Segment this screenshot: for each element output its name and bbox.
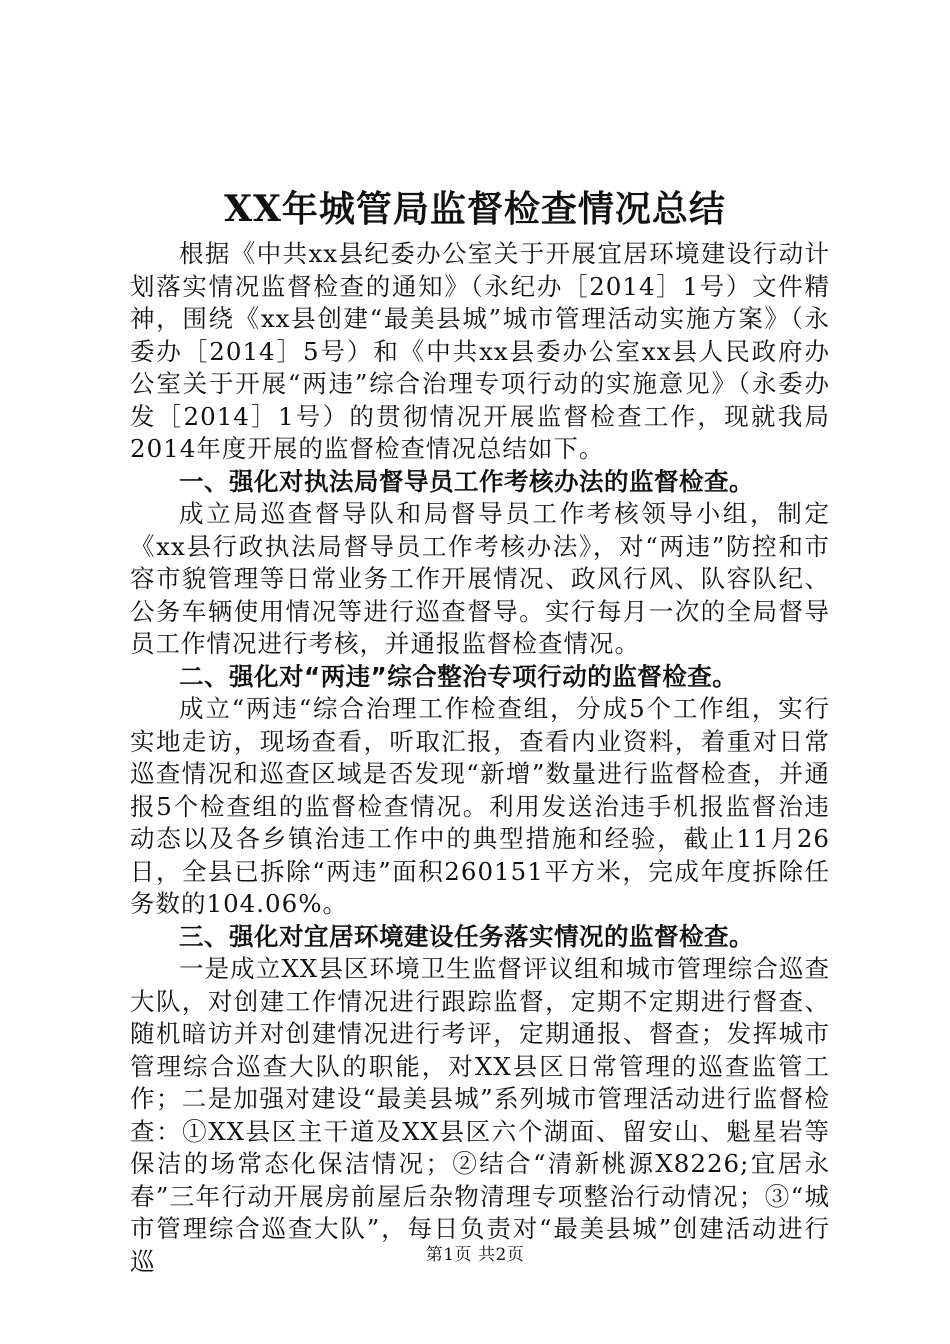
- section-heading-1: 一、强化对执法局督导员工作考核办法的监督检查。: [179, 466, 754, 496]
- section-heading-2: 二、强化对“两违”综合整治专项行动的监督检查。: [179, 661, 738, 691]
- intro-paragraph: 根据《中共xx县纪委办公室关于开展宜居环境建设行动计划落实情况监督检查的通知》（永纪办［2014］1号）文件精神，围绕《xx县创建“最美县城”城市管理活动实施方案》（永委办［2014］5号）和《中共xx县委办公室xx县人民政府办公室关于开展“两违”综合治理专项行动的实施意见》（永委办发［2014］1号）的贯彻情况开展监督检查工作，现就我局2014年度开展的监督检查情况总结如下。: [130, 239, 830, 463]
- document-title: XX年城管局监督检查情况总结: [224, 188, 726, 230]
- section-3-paragraph: 一是成立XX县区环境卫生监督评议组和城市管理综合巡查大队，对创建工作情况进行跟踪监督，定期不定期进行督查、随机暗访并对创建情况进行考评，定期通报、督查；发挥城市管理综合巡查大队的职能，对XX县区日常管理的巡查监管工作；二是加强对建设“最美县城”系列城市管理活动进行监督检查：①XX县区主干道及XX县区六个湖面、留安山、魁星岩等保洁的场常态化保洁情况；②结合“清新桃源X8226;宜居永春”三年行动开展房前屋后杂物清理专项整治行动情况；③“城市管理综合巡查大队”，每日负责对“最美县城”创建活动进行巡: [130, 954, 830, 1276]
- page-footer: 第1页 共2页: [425, 1245, 525, 1265]
- section-heading-3: 三、强化对宜居环境建设任务落实情况的监督检查。: [179, 921, 754, 951]
- document-body: [130, 238, 830, 1278]
- section-1-paragraph: 成立局巡查督导队和局督导员工作考核领导小组，制定《xx县行政执法局督导员工作考核办法》，对“两违”防控和市容市貌管理等日常业务工作开展情况、政风行风、队容队纪、公务车辆使用情况等进行巡查督导。实行每月一次的全局督导员工作情况进行考核，并通报监督检查情况。: [130, 499, 830, 658]
- section-2-paragraph: 成立“两违“综合治理工作检查组，分成5个工作组，实行实地走访，现场查看，听取汇报，查看内业资料，着重对日常巡查情况和巡查区域是否发现“新增”数量进行监督检查，并通报5个检查组的监督检查情况。利用发送治违手机报监督治违动态以及各乡镇治违工作中的典型措施和经验，截止11月26日，全县已拆除“两违”面积260151平方米，完成年度拆除任务数的104.06%。: [130, 694, 830, 918]
